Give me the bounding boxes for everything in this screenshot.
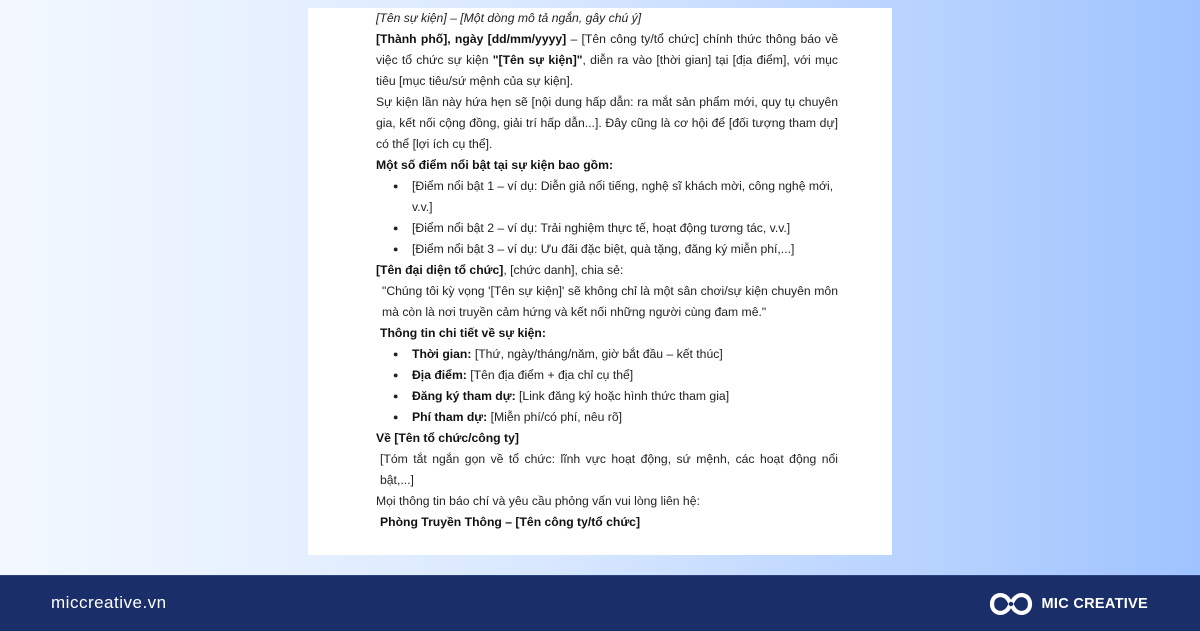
highlights-list bbox=[376, 176, 838, 260]
detail-value: [Link đăng ký hoặc hình thức tham gia] bbox=[515, 389, 730, 403]
details-heading-text: Thông tin chi tiết về sự kiện: bbox=[380, 326, 546, 340]
bullet-icon: ● bbox=[393, 349, 399, 359]
about-heading bbox=[376, 428, 838, 449]
document-body bbox=[376, 8, 838, 533]
promise-paragraph: Sự kiện lần này hứa hẹn sẽ [nội dung hấp dẫn: ra mắt sản phẩm mới, quy tụ chuyên gia, kết nối cộng đồng, giải trí hấp dẫn...]. Đây cũng là cơ hội để [đối tượng tham dự] có thể [lợi ích cụ thể]. bbox=[376, 95, 838, 151]
detail-label: Địa điểm: bbox=[412, 368, 467, 382]
contact-department-text: Phòng Truyền Thông – [Tên công ty/tổ chức] bbox=[380, 515, 641, 529]
quote: "Chúng tôi kỳ vọng '[Tên sự kiện]' sẽ không chỉ là một sân chơi/sự kiện chuyên môn mà còn là nơi truyền cảm hứng và kết nối những người cùng đam mê." bbox=[382, 284, 838, 319]
about-text: [Tóm tắt ngắn gọn về tổ chức: lĩnh vực hoạt động, sứ mệnh, các hoạt động nổi bật,...] bbox=[380, 452, 838, 487]
list-item bbox=[376, 239, 838, 260]
highlight-text: [Điểm nổi bật 3 – ví dụ: Ưu đãi đặc biệt, quà tặng, đăng ký miễn phí,...] bbox=[412, 242, 795, 256]
document-page bbox=[308, 8, 892, 555]
bullet-icon: ● bbox=[393, 244, 399, 254]
brand-name: MIC CREATIVE bbox=[1041, 596, 1148, 612]
detail-value: [Thứ, ngày/tháng/năm, giờ bắt đầu – kết thúc] bbox=[471, 347, 723, 361]
opening-text-end: , diễn ra vào [thời gian] tại [địa điểm], với mục tiêu [mục tiêu/sứ mệnh của sự kiện]. bbox=[376, 53, 838, 88]
highlight-text: [Điểm nổi bật 1 – ví dụ: Diễn giả nổi tiếng, nghệ sĩ khách mời, công nghệ mới, v.v.] bbox=[412, 179, 834, 214]
about-heading-text: Về [Tên tổ chức/công ty] bbox=[376, 431, 519, 445]
detail-label: Phí tham dự: bbox=[412, 410, 488, 424]
detail-label: Thời gian: bbox=[412, 347, 472, 361]
highlights-heading-text: Một số điểm nổi bật tại sự kiện bao gồm: bbox=[376, 158, 614, 172]
list-item bbox=[376, 176, 838, 218]
highlight-text: [Điểm nổi bật 2 – ví dụ: Trải nghiệm thực tế, hoạt động tương tác, v.v.] bbox=[412, 221, 791, 235]
details-heading bbox=[376, 323, 838, 344]
bullet-icon: ● bbox=[393, 412, 399, 422]
footer-bar bbox=[0, 575, 1200, 631]
detail-label: Đăng ký tham dự: bbox=[412, 389, 516, 403]
representative-line bbox=[376, 260, 838, 281]
highlights-heading bbox=[376, 155, 838, 176]
contact-department bbox=[376, 512, 838, 533]
event-name: "[Tên sự kiện]" bbox=[492, 53, 583, 67]
intro-line: [Tên sự kiện] – [Một dòng mô tả ngắn, gây chú ý] bbox=[376, 11, 642, 25]
opening-paragraph bbox=[376, 29, 838, 92]
representative-role: , [chức danh], chia sẻ: bbox=[503, 263, 624, 277]
infinity-knot-logo-icon bbox=[986, 588, 1036, 620]
brand-logo[interactable] bbox=[986, 588, 1148, 620]
list-item bbox=[376, 386, 838, 407]
detail-value: [Tên địa điểm + địa chỉ cụ thể] bbox=[466, 368, 634, 382]
list-item bbox=[376, 344, 838, 365]
website-link[interactable]: miccreative.vn bbox=[51, 593, 167, 612]
bullet-icon: ● bbox=[393, 181, 399, 191]
bullet-icon: ● bbox=[393, 391, 399, 401]
contact-line: Mọi thông tin báo chí và yêu cầu phỏng vấn vui lòng liên hệ: bbox=[376, 494, 700, 508]
opening-text: – [Tên công ty/tổ chức] chính thức thông báo về việc tổ chức sự kiện bbox=[376, 32, 838, 67]
list-item bbox=[376, 407, 838, 428]
city-date: [Thành phố], ngày [dd/mm/yyyy] bbox=[376, 32, 567, 46]
representative-name: [Tên đại diện tổ chức] bbox=[376, 263, 504, 277]
list-item bbox=[376, 218, 838, 239]
list-item bbox=[376, 365, 838, 386]
bullet-icon: ● bbox=[393, 223, 399, 233]
detail-value: [Miễn phí/có phí, nêu rõ] bbox=[487, 410, 623, 424]
bullet-icon: ● bbox=[393, 370, 399, 380]
details-list bbox=[376, 344, 838, 428]
